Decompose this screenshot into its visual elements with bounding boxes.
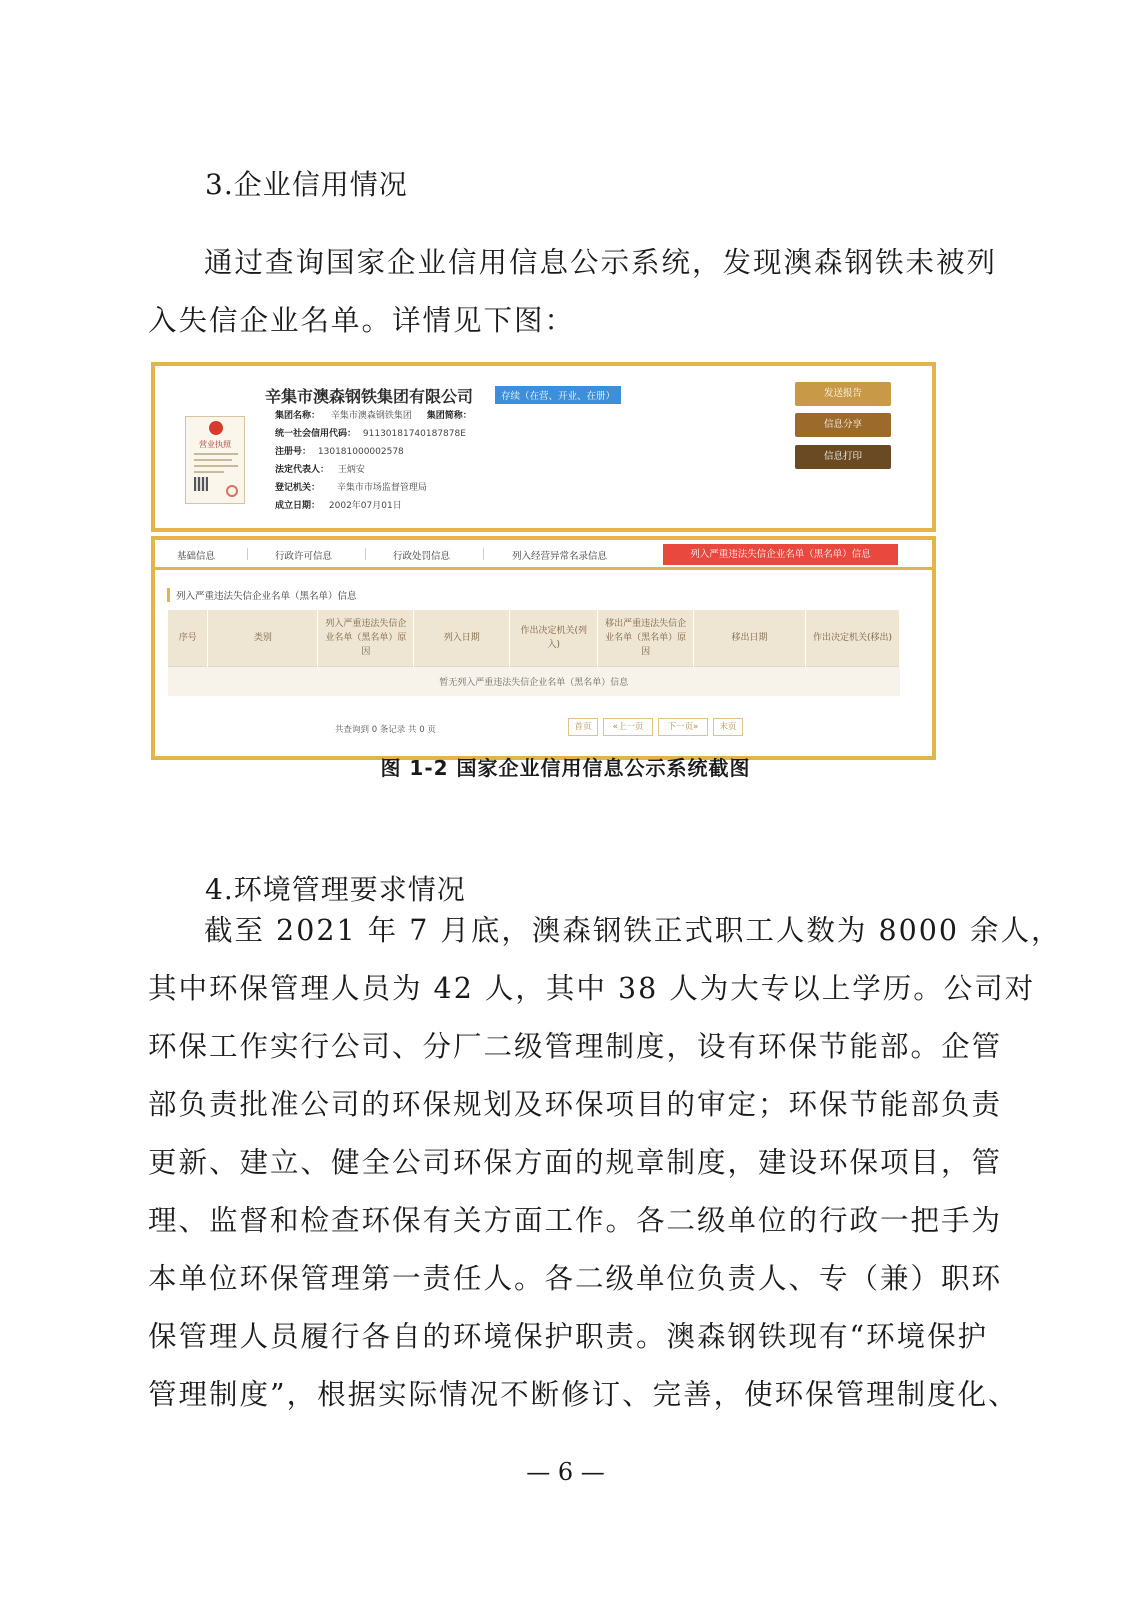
first-page-button[interactable]: 首页 [568, 718, 598, 736]
column-header: 作出决定机关(移出) [806, 610, 900, 666]
company-info-panel [151, 362, 936, 532]
page-number: — 6 — [526, 1458, 605, 1486]
share-info-button[interactable]: 信息分享 [795, 413, 891, 437]
pager-summary: 共查询到 0 条记录 共 0 页 [335, 725, 436, 735]
tab-basic-info[interactable]: 基础信息 [177, 551, 216, 562]
reg-no-row: 注册号： 130181000002578 [275, 447, 404, 457]
section-3-paragraph-line: 入失信企业名单。详情见下图： [148, 304, 576, 337]
section-4-heading: 4.环境管理要求情况 [205, 873, 466, 906]
last-page-button[interactable]: 末页 [713, 718, 743, 736]
print-info-button[interactable]: 信息打印 [795, 445, 891, 469]
blacklist-table [168, 610, 900, 696]
column-header: 列入严重违法失信企业名单（黑名单）原因 [318, 610, 414, 666]
section-4-paragraph-line: 管理制度”，根据实际情况不断修订、完善，使环保管理制度化、 [148, 1378, 1019, 1411]
credit-code-row: 统一社会信用代码： 91130181740187878E [275, 429, 466, 439]
group-name-row: 集团名称： 辛集市澳森钢铁集团 集团简称： [275, 411, 472, 421]
section-4-paragraph-line: 本单位环保管理第一责任人。各二级单位负责人、专（兼）职环 [148, 1262, 1003, 1295]
section-4-paragraph-line: 更新、建立、健全公司环保方面的规章制度，建设环保项目，管 [148, 1146, 1003, 1179]
company-name: 辛集市澳森钢铁集团有限公司 [265, 387, 474, 406]
table-row [168, 666, 900, 696]
section-4-paragraph-line: 环保工作实行公司、分厂二级管理制度，设有环保节能部。企管 [148, 1030, 1003, 1063]
section-3-paragraph-line: 通过查询国家企业信用信息公示系统，发现澳森钢铁未被列 [204, 246, 998, 279]
seal-icon [226, 485, 238, 497]
column-header: 移出日期 [694, 610, 806, 666]
column-header: 移出严重违法失信企业名单（黑名单）原因 [598, 610, 694, 666]
blacklist-section-title: 列入严重违法失信企业名单（黑名单）信息 [167, 588, 357, 602]
send-report-button[interactable]: 发送报告 [795, 382, 891, 406]
column-header: 作出决定机关(列入) [510, 610, 598, 666]
table-header-row [168, 610, 900, 666]
figure-caption: 图 1-2 国家企业信用信息公示系统截图 [380, 756, 751, 780]
prev-page-button[interactable]: «上一页 [603, 718, 653, 736]
section-4-paragraph-line: 部负责批准公司的环保规划及环保项目的审定；环保节能部负责 [148, 1088, 1003, 1121]
est-date-row: 成立日期： 2002年07月01日 [275, 501, 402, 511]
section-4-paragraph-line: 截至 2021 年 7 月底，澳森钢铁正式职工人数为 8000 余人， [204, 914, 1062, 947]
section-4-paragraph-line: 理、监督和检查环保有关方面工作。各二级单位的行政一把手为 [148, 1204, 1003, 1237]
qr-code-icon [194, 477, 208, 491]
column-header: 序号 [168, 610, 208, 666]
section-4-paragraph-line: 其中环保管理人员为 42 人，其中 38 人为大专以上学历。公司对 [148, 972, 1036, 1005]
info-tabs [155, 540, 932, 570]
tab-blacklist[interactable]: 列入严重违法失信企业名单（黑名单）信息 [663, 544, 898, 565]
section-4-paragraph-line: 保管理人员履行各自的环境保护职责。澳森钢铁现有“环境保护 [148, 1320, 989, 1353]
national-emblem-icon [209, 421, 223, 435]
empty-message: 暂无列入严重违法失信企业名单（黑名单）信息 [168, 666, 900, 696]
business-license-image [185, 416, 245, 504]
section-3-heading: 3.企业信用情况 [205, 168, 408, 201]
tab-admin-penalty[interactable]: 行政处罚信息 [393, 551, 451, 562]
column-header: 列入日期 [414, 610, 510, 666]
next-page-button[interactable]: 下一页» [658, 718, 708, 736]
tab-abnormal-list[interactable]: 列入经营异常名录信息 [512, 551, 608, 562]
license-title: 营业执照 [199, 440, 231, 449]
legal-rep-row: 法定代表人： 王炳安 [275, 465, 365, 475]
blacklist-panel [151, 536, 936, 760]
tab-admin-license[interactable]: 行政许可信息 [275, 551, 333, 562]
column-header: 类别 [208, 610, 318, 666]
reg-authority-row: 登记机关： 辛集市市场监督管理局 [275, 483, 427, 493]
status-badge: 存续（在营、开业、在册） [495, 386, 621, 404]
